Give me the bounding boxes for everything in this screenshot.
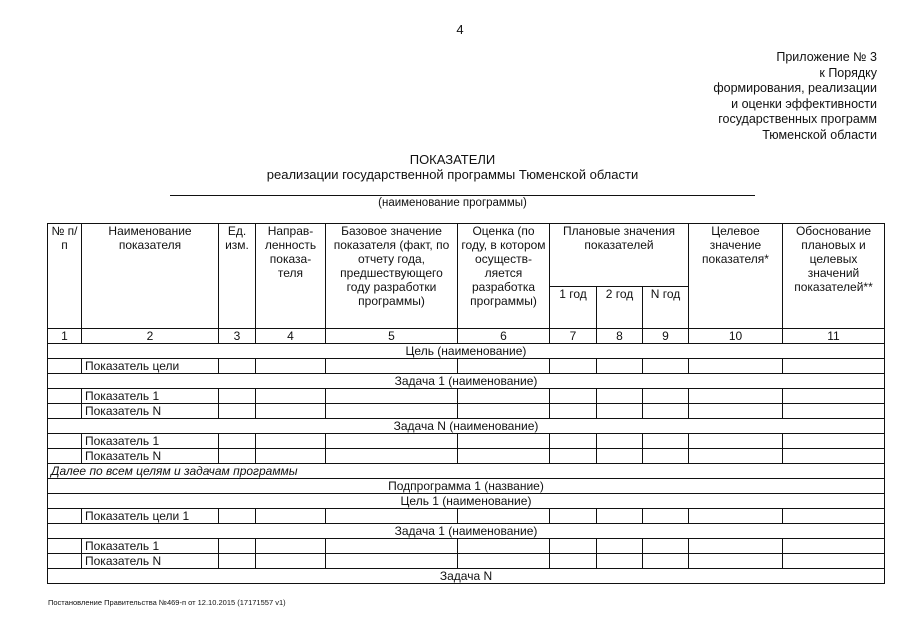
section-row <box>48 569 885 584</box>
section-row <box>48 419 885 434</box>
page-number: 4 <box>456 22 464 37</box>
header-num: № п/п <box>48 224 82 329</box>
table-row <box>48 539 885 554</box>
table-row <box>48 449 885 464</box>
document-footer: Постановление Правительства №469-п от 12.10.2015 (17171557 v1) <box>48 598 286 607</box>
header-year-1: 1 год <box>550 287 597 329</box>
section-row <box>48 524 885 539</box>
section-title: Цель (наименование) <box>48 344 885 359</box>
header-name: Наименование показателя <box>82 224 219 329</box>
column-number: 3 <box>219 329 256 344</box>
appendix-line: к Порядку <box>819 65 877 80</box>
indicator-name: Показатель 1 <box>82 539 219 554</box>
section-title: Задача 1 (наименование) <box>48 524 885 539</box>
indicator-name: Показатель N <box>82 404 219 419</box>
indicator-name: Показатель 1 <box>82 434 219 449</box>
table-row <box>48 434 885 449</box>
header-planned-values: Плановые значения показателей <box>550 224 689 287</box>
table-row <box>48 359 885 374</box>
appendix-line: формирования, реализации <box>713 81 877 95</box>
appendix-line: Тюменской области <box>762 127 877 142</box>
section-row <box>48 344 885 359</box>
section-title: Задача N (наименование) <box>48 419 885 434</box>
header-year-2: 2 год <box>597 287 643 329</box>
program-name-line <box>170 195 755 196</box>
indicator-name: Показатель цели <box>82 359 219 374</box>
header-direction: Направ-ленность показа-теля <box>256 224 326 329</box>
section-title: Задача N <box>48 569 885 584</box>
program-name-caption: (наименование программы) <box>378 197 527 209</box>
column-number: 6 <box>458 329 550 344</box>
section-title: Подпрограмма 1 (название) <box>48 479 885 494</box>
indicator-name: Показатель N <box>82 554 219 569</box>
column-number: 5 <box>326 329 458 344</box>
column-number: 7 <box>550 329 597 344</box>
document-title: ПОКАЗАТЕЛИ <box>409 152 496 167</box>
document-subtitle: реализации государственной программы Тюменской области <box>266 167 639 182</box>
section-row <box>48 374 885 389</box>
header-base-value: Базовое значение показателя (факт, по отчету года, предшествующего году разработки программы) <box>326 224 458 329</box>
note-row <box>48 464 885 479</box>
header-unit: Ед. изм. <box>219 224 256 329</box>
appendix-line: Приложение № 3 <box>776 50 877 64</box>
column-number: 1 <box>48 329 82 344</box>
appendix-line: и оценки эффективности <box>731 96 877 111</box>
table-row <box>48 554 885 569</box>
column-number: 10 <box>689 329 783 344</box>
column-number-row <box>48 329 885 344</box>
header-year-n: N год <box>643 287 689 329</box>
table-row <box>48 404 885 419</box>
column-number: 9 <box>643 329 689 344</box>
column-number: 11 <box>783 329 885 344</box>
section-title: Цель 1 (наименование) <box>48 494 885 509</box>
indicator-name: Показатель 1 <box>82 389 219 404</box>
column-number: 8 <box>597 329 643 344</box>
section-title: Задача 1 (наименование) <box>48 374 885 389</box>
indicators-table <box>47 223 885 584</box>
header-estimate: Оценка (по году, в котором осуществ-ляется разработка программы) <box>458 224 550 329</box>
indicator-name: Показатель N <box>82 449 219 464</box>
table-row <box>48 389 885 404</box>
section-row <box>48 479 885 494</box>
column-number: 2 <box>82 329 219 344</box>
appendix-line: государственных программ <box>718 112 877 126</box>
appendix-reference <box>713 50 877 143</box>
section-row <box>48 494 885 509</box>
header-target-value: Целевое значение показателя* <box>689 224 783 329</box>
indicator-name: Показатель цели 1 <box>82 509 219 524</box>
column-number: 4 <box>256 329 326 344</box>
header-justification: Обоснование плановых и целевых значений показателей** <box>783 224 885 329</box>
table-row <box>48 509 885 524</box>
continuation-note: Далее по всем целям и задачам программы <box>48 464 885 479</box>
